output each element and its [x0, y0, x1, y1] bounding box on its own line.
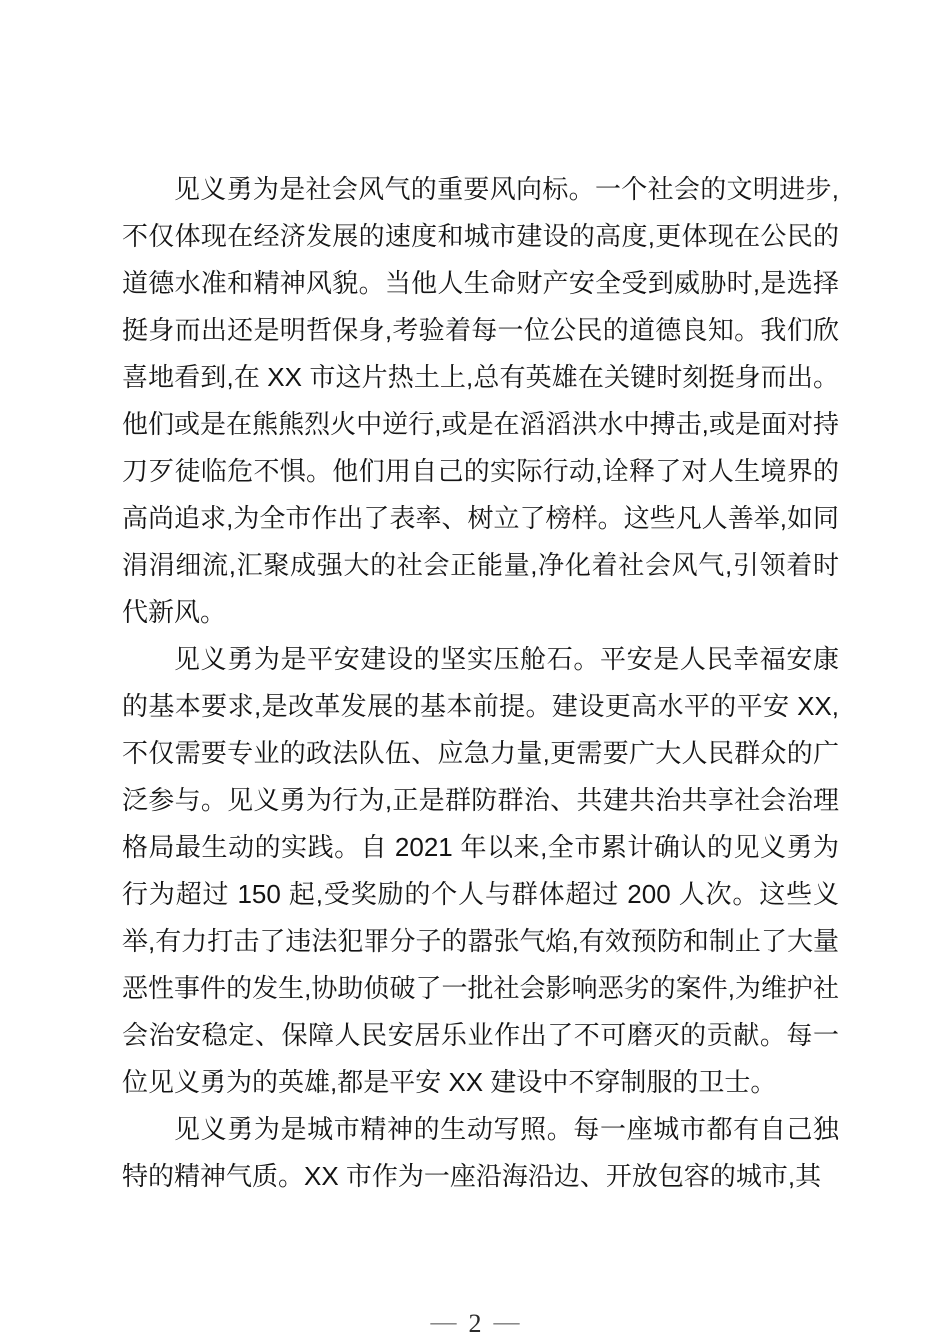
footer-dash-left: —	[430, 1307, 457, 1336]
page-footer	[0, 1308, 950, 1340]
paragraph-social-climate: 见义勇为是社会风气的重要风向标。一个社会的文明进步,不仅体现在经济发展的速度和城市建设的高度,更体现在公民的道德水准和精神风貌。当他人生命财产安全受到威胁时,是选择挺身而出还是明哲保身,考验着每一位公民的道德良知。我们欣喜地看到,在 XX 市这片热土上,总有英雄在关键时刻挺身而出。他们或是在熊熊烈火中逆行,或是在滔滔洪水中搏击,或是面对持刀歹徒临危不惧。他们用自己的实际行动,诠释了对人生境界的高尚追求,为全市作出了表率、树立了榜样。这些凡人善举,如同涓涓细流,汇聚成强大的社会正能量,净化着社会风气,引领着时代新风。	[122, 174, 839, 627]
paragraph-city-spirit: 见义勇为是城市精神的生动写照。每一座城市都有自己独特的精神气质。XX 市作为一座沿海沿边、开放包容的城市,其	[122, 1114, 839, 1191]
document-body	[122, 166, 839, 1200]
page-number: 2	[468, 1309, 482, 1338]
footer-dash-right: —	[493, 1307, 520, 1336]
paragraph-peace-building: 见义勇为是平安建设的坚实压舱石。平安是人民幸福安康的基本要求,是改革发展的基本前提。建设更高水平的平安 XX,不仅需要专业的政法队伍、应急力量,更需要广大人民群众的广泛参与。见义勇为行为,正是群防群治、共建共治共享社会治理格局最生动的实践。自 2021 年以来,全市累计确认的见义勇为行为超过 150 起,受奖励的个人与群体超过 200 人次。这些义举,有力打击了违法犯罪分子的嚣张气焰,有效预防和制止了大量恶性事件的发生,协助侦破了一批社会影响恶劣的案件,为维护社会治安稳定、保障人民安居乐业作出了不可磨灭的贡献。每一位见义勇为的英雄,都是平安 XX 建设中不穿制服的卫士。	[122, 644, 839, 1097]
